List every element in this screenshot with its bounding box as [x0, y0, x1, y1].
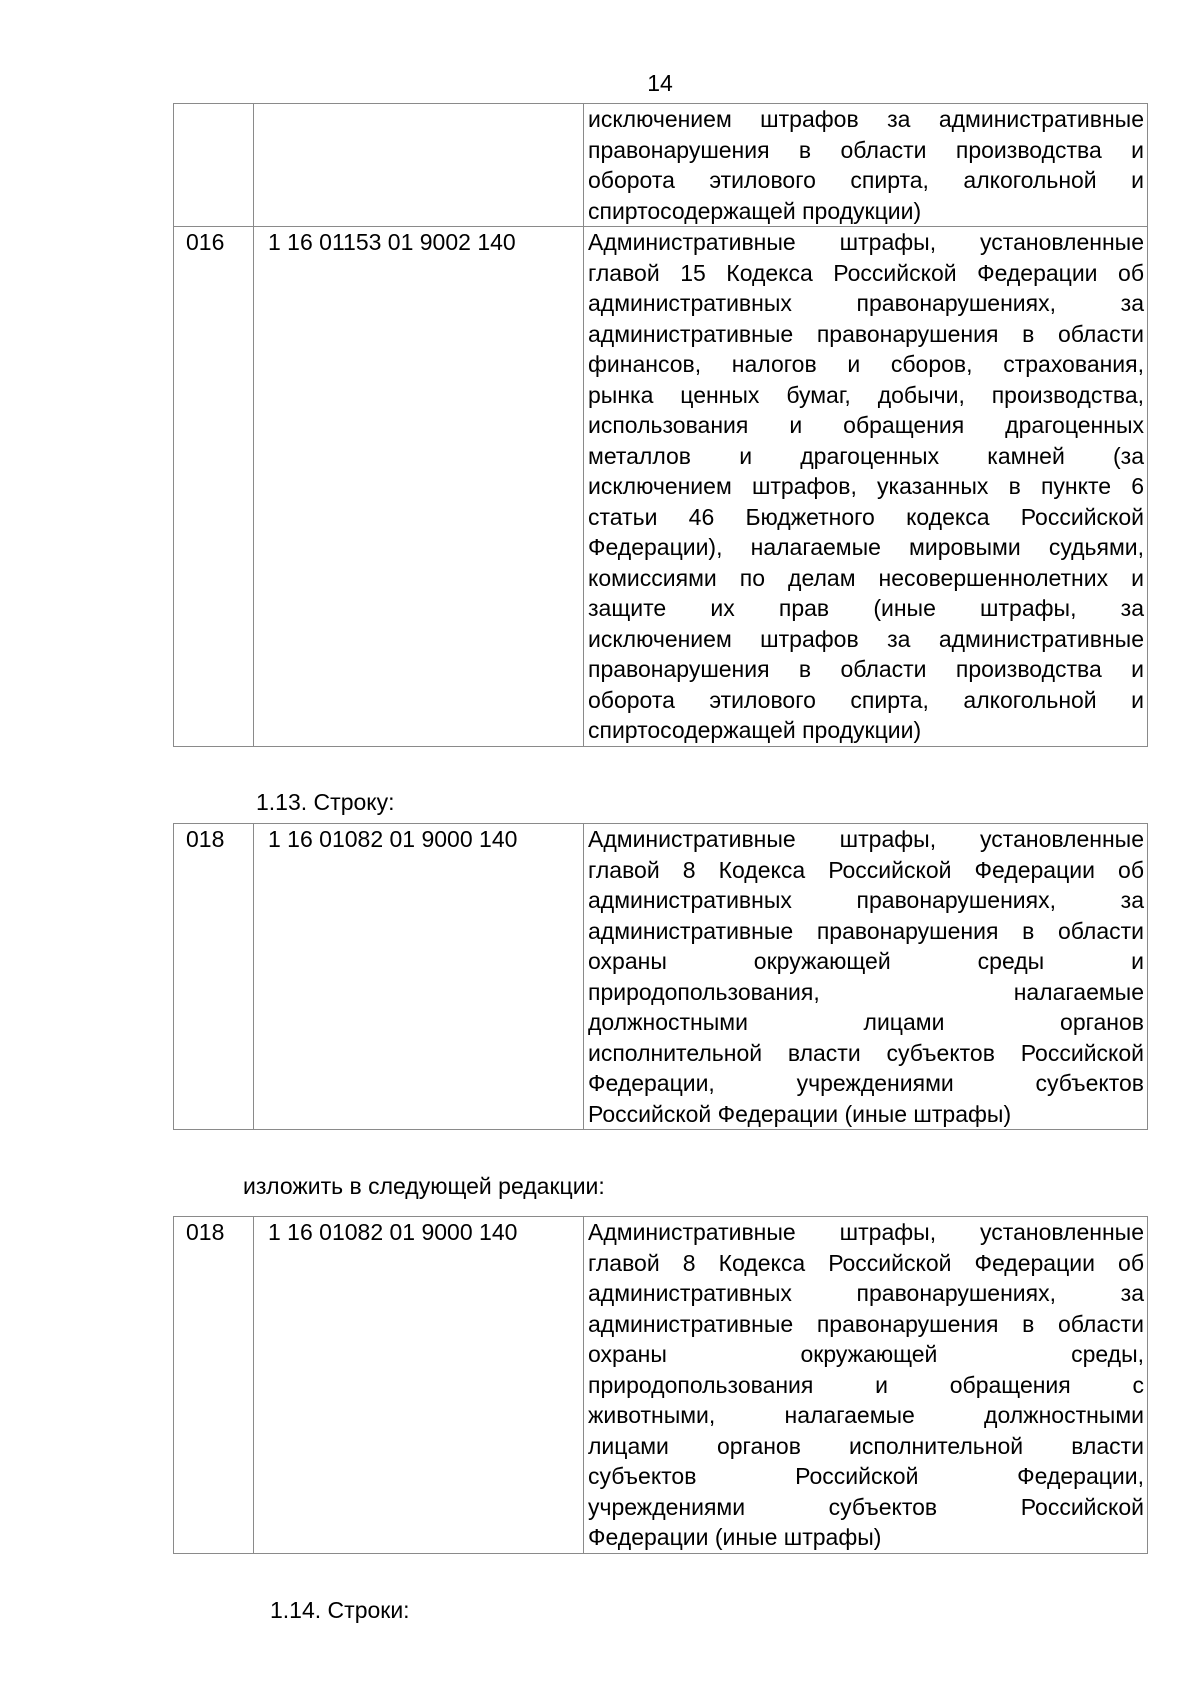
- description-line: Административные штрафы, установленные: [588, 229, 1144, 255]
- description-line: животными, налагаемые должностными: [588, 1402, 1144, 1428]
- description-line: главой 8 Кодекса Российской Федерации об: [588, 856, 1144, 883]
- table-row: [174, 824, 1148, 1130]
- description-line: комиссиями по делам несовершеннолетних и: [588, 564, 1144, 591]
- description-line: исключением штрафов, указанных в пункте 6: [588, 473, 1144, 499]
- description-line: природопользования и обращения с: [588, 1371, 1144, 1398]
- description-line: Федерации), налагаемые мировыми судьями,: [588, 534, 1144, 560]
- paragraph-1-14: 1.14. Строки:: [270, 1597, 410, 1623]
- description-line: использования и обращения драгоценных: [588, 412, 1144, 438]
- description-line: административные правонарушения в области: [588, 1310, 1144, 1337]
- table-row: [174, 227, 1148, 747]
- description-line: исключением штрафов за административные: [588, 106, 1144, 132]
- description-cell: [584, 104, 1148, 227]
- description-line: административных правонарушениях, за: [588, 290, 1144, 316]
- description-line: правонарушения в области производства и: [588, 656, 1144, 682]
- description-line: финансов, налогов и сборов, страхования,: [588, 351, 1144, 377]
- description-line: должностными лицами органов: [588, 1009, 1144, 1035]
- paragraph-1-13: 1.13. Строку:: [256, 789, 395, 815]
- description-line: лицами органов исполнительной власти: [588, 1432, 1144, 1459]
- description-line: Российской Федерации (иные штрафы): [588, 1100, 1012, 1127]
- description-line: административные правонарушения в области: [588, 320, 1144, 347]
- admin-code-cell: [174, 104, 254, 227]
- description-line: Административные штрафы, установленные: [588, 826, 1144, 852]
- admin-code-cell: 018: [174, 1217, 254, 1554]
- description-line: учреждениями субъектов Российской: [588, 1493, 1144, 1520]
- description-line: охраны окружающей среды и: [588, 948, 1144, 974]
- description-line: административные правонарушения в области: [588, 917, 1144, 944]
- description-line: спиртосодержащей продукции): [588, 717, 922, 743]
- description-line: защите их прав (иные штрафы, за: [588, 595, 1144, 621]
- kbk-code-cell: [254, 104, 584, 227]
- description-line: металлов и драгоценных камней (за: [588, 442, 1144, 469]
- description-line: статьи 46 Бюджетного кодекса Российской: [588, 503, 1144, 530]
- table-row: [174, 104, 1148, 227]
- page-number: 14: [647, 70, 673, 96]
- paragraph-redaction: изложить в следующей редакции:: [243, 1173, 605, 1199]
- table-body: [174, 824, 1148, 1130]
- admin-code-cell: 018: [174, 824, 254, 1130]
- description-cell: [584, 227, 1148, 747]
- table-body: [174, 1217, 1148, 1554]
- description-cell: [584, 824, 1148, 1130]
- description-line: исполнительной власти субъектов Российской: [588, 1039, 1144, 1066]
- description-line: Федерации (иные штрафы): [588, 1524, 882, 1550]
- admin-code-cell: 016: [174, 227, 254, 747]
- description-line: субъектов Российской Федерации,: [588, 1463, 1144, 1489]
- description-line: административных правонарушениях, за: [588, 1280, 1144, 1306]
- description-line: правонарушения в области производства и: [588, 136, 1144, 163]
- description-line: административных правонарушениях, за: [588, 887, 1144, 913]
- description-line: рынка ценных бумаг, добычи, производства,: [588, 381, 1144, 408]
- kbk-code-cell: 1 16 01153 01 9002 140: [254, 227, 584, 747]
- kbk-table-1: [173, 103, 1148, 747]
- description-line: охраны окружающей среды,: [588, 1341, 1144, 1367]
- kbk-code-cell: 1 16 01082 01 9000 140: [254, 824, 584, 1130]
- table-body: [174, 104, 1148, 747]
- description-cell: [584, 1217, 1148, 1554]
- description-line: природопользования, налагаемые: [588, 978, 1144, 1005]
- description-line: спиртосодержащей продукции): [588, 197, 922, 224]
- description-line: Федерации, учреждениями субъектов: [588, 1070, 1144, 1096]
- description-line: оборота этилового спирта, алкогольной и: [588, 167, 1144, 193]
- description-line: главой 15 Кодекса Российской Федерации об: [588, 259, 1144, 286]
- kbk-code-cell: 1 16 01082 01 9000 140: [254, 1217, 584, 1554]
- description-line: оборота этилового спирта, алкогольной и: [588, 686, 1144, 713]
- kbk-table-2: [173, 823, 1148, 1130]
- description-line: исключением штрафов за административные: [588, 625, 1144, 652]
- kbk-table-3: [173, 1216, 1148, 1554]
- description-line: главой 8 Кодекса Российской Федерации об: [588, 1249, 1144, 1276]
- table-row: [174, 1217, 1148, 1554]
- description-line: Административные штрафы, установленные: [588, 1219, 1144, 1245]
